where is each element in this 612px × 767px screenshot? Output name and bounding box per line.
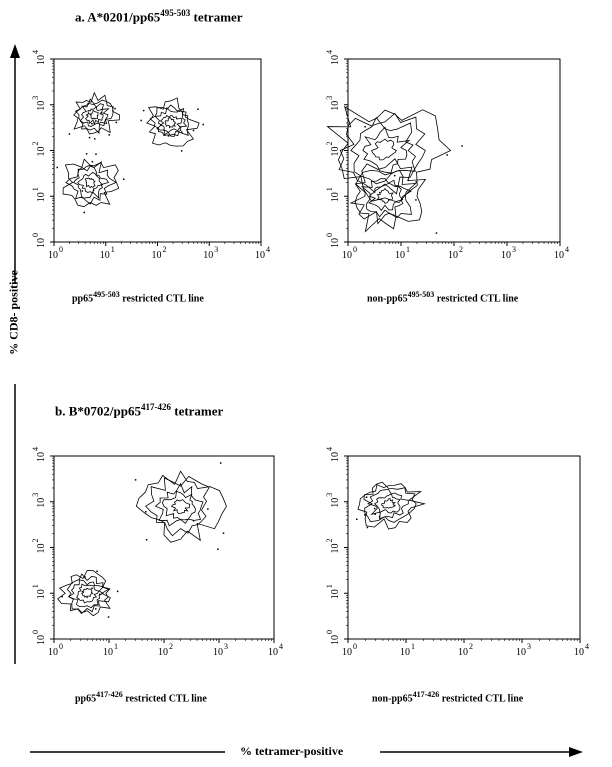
event-dot — [57, 167, 59, 169]
y-tick-label: 10 — [36, 543, 47, 554]
y-tick-label-exp: 1 — [31, 584, 40, 589]
x-tick-label-exp: 0 — [353, 245, 357, 254]
y-tick-label-exp: 3 — [31, 95, 40, 100]
y-tick-label: 10 — [36, 635, 47, 645]
plot-frame — [348, 59, 560, 242]
y-tick-label-exp: 2 — [31, 538, 40, 543]
x-tick-label: 10 — [342, 250, 352, 261]
contour-plot-b-right — [325, 447, 606, 667]
plot-b-right-caption: non-pp65$^{417-426}$ restricted CTL line — [372, 690, 524, 705]
y-tick-label-exp: 4 — [31, 50, 40, 54]
contour-plot-a-right — [325, 50, 586, 270]
event-dot — [123, 178, 125, 180]
x-tick-label-exp: 4 — [585, 642, 589, 651]
contour-line — [77, 584, 99, 603]
event-dot — [436, 232, 438, 234]
event-dot — [108, 134, 110, 136]
event-dot — [461, 145, 463, 147]
y-tick-label: 10 — [36, 238, 47, 248]
event-dot — [92, 161, 94, 163]
event-dot — [146, 539, 148, 541]
contour-line — [136, 471, 226, 542]
x-tick-label: 10 — [574, 647, 584, 658]
event-dot — [193, 130, 195, 132]
x-tick-label: 10 — [448, 250, 458, 261]
x-tick-label-exp: 2 — [459, 245, 463, 254]
x-tick-label-exp: 0 — [59, 245, 63, 254]
y-tick-label-exp: 3 — [31, 492, 40, 497]
y-tick-label-exp: 2 — [31, 141, 40, 146]
y-tick-label: 10 — [36, 192, 47, 203]
event-dot — [379, 516, 381, 517]
event-dot — [84, 576, 86, 578]
y-axis-title: % CD8- positive — [6, 270, 21, 355]
event-dot — [197, 109, 199, 111]
event-dot — [145, 511, 147, 513]
event-dot — [415, 181, 417, 183]
x-tick-label-exp: 3 — [224, 642, 228, 651]
x-tick-label-exp: 4 — [279, 642, 283, 651]
y-tick-label-exp: 4 — [325, 50, 334, 54]
contour-line — [165, 118, 175, 128]
contour-line — [328, 107, 451, 203]
event-dot — [446, 154, 448, 156]
event-dot — [86, 153, 88, 155]
event-dot — [364, 126, 366, 128]
plot-frame — [54, 59, 261, 242]
x-tick-label: 10 — [158, 647, 168, 658]
contour-line — [85, 178, 95, 188]
y-tick-label: 10 — [36, 55, 47, 65]
x-tick-label-exp: 0 — [59, 642, 63, 651]
event-dot — [99, 594, 101, 596]
x-tick-label-exp: 3 — [527, 642, 531, 651]
y-tick-label: 10 — [36, 100, 47, 111]
y-tick-label: 10 — [36, 452, 47, 462]
y-axis-arrow — [8, 44, 22, 664]
x-tick-label: 10 — [203, 250, 214, 261]
y-tick-label-exp: 1 — [325, 187, 334, 192]
x-tick-label-exp: 2 — [469, 642, 473, 651]
event-dot — [217, 548, 219, 550]
y-tick-label: 10 — [36, 589, 47, 600]
event-dot — [114, 108, 116, 110]
event-dot — [374, 513, 376, 515]
contour-line — [372, 139, 397, 160]
event-dot — [207, 508, 209, 510]
y-tick-label: 10 — [330, 589, 341, 600]
panel-b-heading: b. B*0702/pp65$^{417-426}$ tetramer — [55, 402, 224, 419]
x-tick-label: 10 — [99, 250, 110, 261]
y-tick-label-exp: 2 — [325, 141, 334, 146]
x-axis-title: % tetramer-positive — [240, 744, 344, 758]
x-tick-label: 10 — [516, 647, 526, 658]
event-dot — [135, 479, 137, 481]
y-tick-label-exp: 0 — [325, 630, 334, 634]
x-tick-label-exp: 1 — [110, 245, 115, 254]
y-tick-label: 10 — [36, 497, 47, 508]
contour-line — [161, 115, 182, 132]
y-tick-label-exp: 4 — [31, 447, 40, 451]
contour-plot-b-left — [31, 447, 300, 667]
x-tick-label: 10 — [342, 647, 352, 658]
y-tick-label-exp: 4 — [325, 447, 334, 451]
event-dot — [95, 608, 97, 610]
y-tick-label-exp: 1 — [325, 584, 334, 589]
x-tick-label: 10 — [103, 647, 113, 658]
event-dot — [117, 591, 119, 593]
x-tick-label-exp: 0 — [353, 642, 357, 651]
x-tick-label: 10 — [395, 250, 405, 261]
plot-b-left-caption: pp65$^{417-426}$ restricted CTL line — [75, 690, 207, 705]
y-tick-label-exp: 2 — [325, 538, 334, 543]
event-dot — [364, 514, 366, 516]
x-tick-label-exp: 4 — [266, 245, 270, 254]
event-dot — [91, 123, 93, 125]
event-dot — [101, 112, 103, 114]
x-tick-label: 10 — [213, 647, 223, 658]
y-tick-label-exp: 0 — [31, 233, 40, 237]
x-tick-label: 10 — [458, 647, 468, 658]
y-tick-label: 10 — [330, 55, 341, 65]
y-tick-label: 10 — [330, 100, 341, 111]
event-dot — [181, 131, 183, 133]
event-dot — [223, 532, 225, 534]
event-dot — [89, 137, 91, 139]
y-tick-label-exp: 0 — [325, 233, 334, 237]
event-dot — [168, 135, 170, 137]
contour-line — [147, 98, 199, 146]
event-dot — [415, 199, 417, 201]
y-tick-label-exp: 0 — [31, 630, 40, 634]
event-dot — [84, 212, 86, 214]
event-dot — [140, 120, 142, 122]
y-tick-label: 10 — [330, 543, 341, 554]
y-tick-label: 10 — [330, 452, 341, 462]
x-tick-label: 10 — [48, 250, 58, 261]
contour-line — [382, 499, 395, 509]
event-dot — [82, 190, 84, 192]
plot-frame — [54, 456, 274, 639]
x-tick-label-exp: 2 — [162, 245, 167, 254]
contour-line — [172, 500, 190, 514]
x-tick-label: 10 — [255, 250, 265, 261]
event-dot — [94, 138, 96, 140]
x-tick-label-exp: 2 — [169, 642, 173, 651]
x-tick-label: 10 — [151, 250, 162, 261]
panel-a-heading: a. A*0201/pp65$^{495-503}$ tetramer — [75, 8, 243, 25]
plot-a-right-caption: non-pp65$^{495-503}$ restricted CTL line — [367, 290, 519, 305]
contour-line — [82, 588, 93, 598]
y-tick-label: 10 — [330, 635, 341, 645]
contour-line — [363, 127, 409, 173]
x-tick-label-exp: 1 — [114, 642, 118, 651]
x-tick-label: 10 — [48, 647, 58, 658]
y-tick-label-exp: 3 — [325, 492, 334, 497]
plot-a-left-caption: pp65$^{495-503}$ restricted CTL line — [72, 290, 204, 305]
event-dot — [193, 520, 195, 522]
event-dot — [91, 588, 93, 590]
event-dot — [61, 596, 63, 598]
y-tick-label-exp: 1 — [31, 187, 40, 192]
event-dot — [181, 150, 183, 152]
x-tick-label-exp: 3 — [512, 245, 516, 254]
event-dot — [394, 175, 396, 177]
y-tick-label: 10 — [36, 146, 47, 157]
x-tick-label-exp: 3 — [214, 245, 219, 254]
y-tick-label: 10 — [330, 192, 341, 203]
contour-line — [377, 189, 393, 204]
event-dot — [366, 496, 368, 498]
event-dot — [69, 133, 71, 135]
event-dot — [220, 462, 222, 464]
event-dot — [394, 505, 396, 507]
x-tick-label-exp: 1 — [411, 642, 415, 651]
contour-line — [80, 103, 108, 126]
y-tick-label: 10 — [330, 238, 341, 248]
event-dot — [96, 571, 98, 573]
event-dot — [356, 519, 358, 521]
event-dot — [108, 616, 110, 618]
plot-frame — [348, 456, 580, 639]
y-tick-label: 10 — [330, 146, 341, 157]
contour-line — [90, 110, 99, 119]
y-tick-label-exp: 3 — [325, 95, 334, 100]
contour-line — [368, 489, 408, 518]
x-tick-label: 10 — [268, 647, 278, 658]
x-tick-label: 10 — [554, 250, 564, 261]
x-tick-label: 10 — [400, 647, 410, 658]
event-dot — [408, 180, 410, 182]
event-dot — [143, 110, 145, 112]
event-dot — [116, 122, 118, 124]
event-dot — [367, 527, 369, 529]
event-dot — [374, 508, 376, 510]
contour-line — [375, 494, 400, 513]
contour-plot-a-left — [31, 50, 287, 270]
contour-line — [69, 580, 104, 608]
event-dot — [93, 190, 95, 192]
event-dot — [95, 153, 97, 155]
x-tick-label: 10 — [501, 250, 511, 261]
event-dot — [202, 124, 204, 126]
x-tick-label-exp: 4 — [565, 245, 569, 254]
y-tick-label: 10 — [330, 497, 341, 508]
x-tick-label-exp: 1 — [406, 245, 410, 254]
